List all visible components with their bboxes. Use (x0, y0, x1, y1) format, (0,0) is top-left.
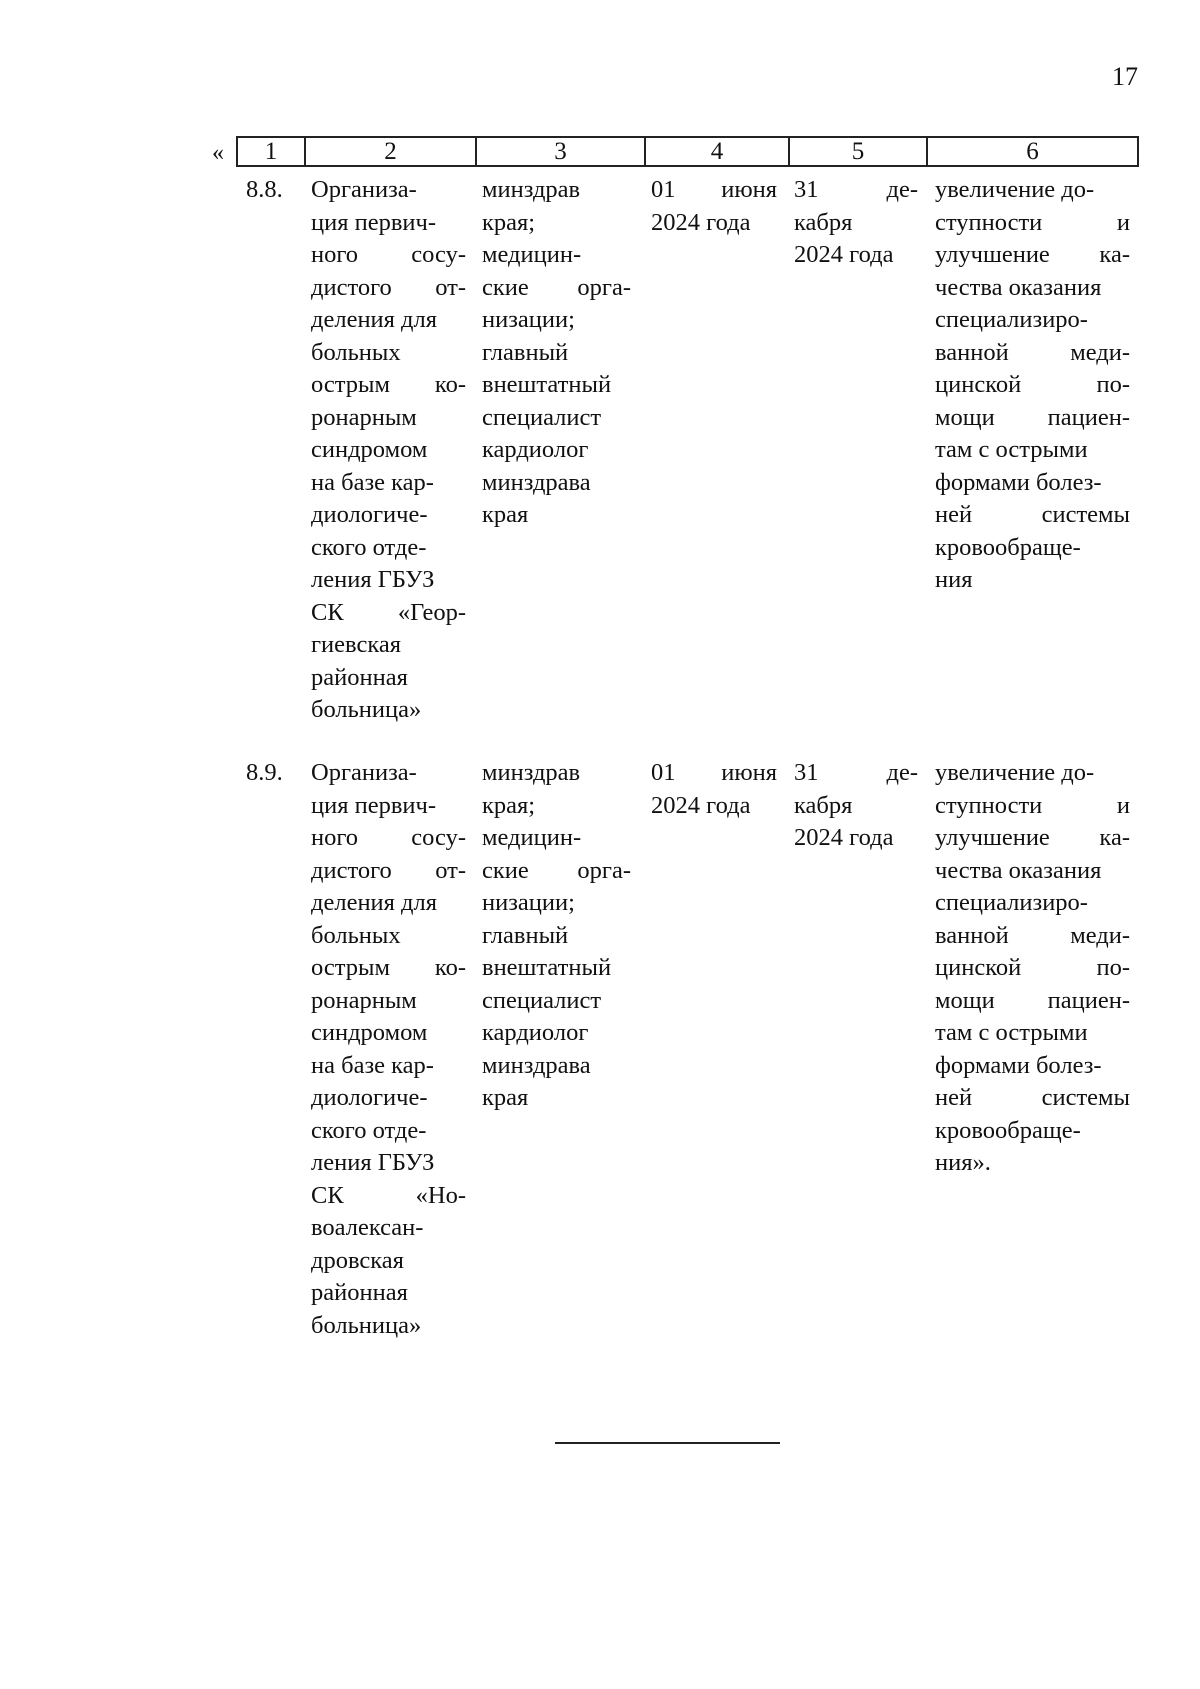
cell-line: 2024 года (651, 208, 751, 236)
cell-line (311, 822, 466, 855)
cell-word: «Но- (415, 1181, 466, 1209)
table-header-row (236, 136, 1139, 167)
cell-line: Организа- (311, 176, 417, 203)
measure-cell (311, 757, 466, 1342)
responsible-cell (482, 757, 631, 1115)
cell-line: кровообраще- (935, 533, 1081, 561)
row-number (246, 174, 302, 207)
row-number (246, 757, 302, 790)
cell-word: острым (311, 954, 390, 981)
cell-word: орга- (577, 273, 631, 301)
cell-word: дистого (311, 856, 392, 884)
cell-word: и (1116, 791, 1130, 819)
cell-line: больных (311, 338, 401, 366)
cell-word: от- (435, 856, 466, 884)
cell-line: чества оказания (935, 273, 1102, 301)
cell-line (311, 239, 466, 272)
cell-line: специалист (482, 986, 602, 1014)
cell-line: 8.8. (246, 176, 283, 203)
cell-line (311, 369, 466, 402)
open-quote: « (212, 140, 224, 166)
cell-word: острым (311, 371, 390, 398)
cell-word: по- (1096, 371, 1130, 398)
cell-word: пациен- (1047, 403, 1130, 431)
cell-line: районная (311, 663, 408, 691)
header-cell-5: 5 (788, 138, 926, 165)
cell-line: деления для (311, 889, 438, 916)
cell-line: синдромом (311, 1019, 428, 1046)
cell-line: диологиче- (311, 1084, 428, 1111)
cell-word: цинской (935, 954, 1022, 981)
cell-word: ступности (935, 208, 1043, 236)
result-cell (935, 757, 1130, 1180)
cell-line: ронарным (311, 986, 417, 1014)
cell-line (311, 272, 466, 305)
cell-line (794, 174, 918, 207)
cell-line: кардиолог (482, 1019, 589, 1046)
cell-line: медицин- (482, 241, 582, 268)
cell-line: больница» (311, 696, 422, 723)
cell-word: пациен- (1047, 986, 1130, 1014)
cell-line: кровообраще- (935, 1116, 1081, 1144)
cell-line: гиевская (311, 631, 402, 658)
cell-word: 01 (651, 759, 676, 786)
cell-word: ступности (935, 791, 1043, 819)
cell-word: системы (1041, 1084, 1130, 1111)
cell-line: формами болез- (935, 1051, 1102, 1079)
start-date-cell (651, 174, 777, 239)
cell-line: ния». (935, 1149, 991, 1176)
cell-word: 01 (651, 176, 676, 203)
cell-line: на базе кар- (311, 468, 434, 496)
cell-line: специализиро- (935, 306, 1088, 333)
cell-line: края (482, 1084, 529, 1111)
cell-word: от- (435, 273, 466, 301)
cell-line: края; (482, 208, 536, 236)
cell-line (935, 1082, 1130, 1115)
header-cell-1: 1 (264, 138, 278, 165)
cell-line: дровская (311, 1246, 404, 1274)
cell-line: медицин- (482, 824, 582, 851)
cell-word: дистого (311, 273, 392, 301)
cell-word: меди- (1070, 921, 1130, 949)
cell-line: увеличение до- (935, 759, 1095, 786)
end-date-cell (794, 757, 918, 855)
result-cell (935, 174, 1130, 597)
cell-line (935, 790, 1130, 823)
cell-word: ко- (434, 954, 466, 981)
cell-line: 2024 года (794, 241, 894, 268)
cell-word: ские (482, 273, 529, 301)
cell-word: ного (311, 824, 359, 851)
cell-word: и (1116, 208, 1130, 236)
cell-word: СК (311, 1181, 344, 1209)
cell-line: главный (482, 338, 569, 366)
cell-line: минздрава (482, 1051, 591, 1079)
cell-line: там с острыми (935, 1019, 1088, 1046)
cell-line: ского отде- (311, 533, 427, 561)
cell-word: системы (1041, 501, 1130, 528)
cell-line: чества оказания (935, 856, 1102, 884)
cell-line: края (482, 501, 529, 528)
cell-line: специалист (482, 403, 602, 431)
cell-line (935, 920, 1130, 953)
cell-word: ванной (935, 921, 1009, 949)
header-cell-3: 3 (475, 138, 644, 165)
cell-line (651, 174, 777, 207)
cell-line: формами болез- (935, 468, 1102, 496)
bottom-rule (555, 1442, 780, 1444)
page-number: 17 (1112, 62, 1138, 91)
measure-cell (311, 174, 466, 727)
cell-line: ронарным (311, 403, 417, 431)
cell-word: сосу- (411, 824, 466, 851)
cell-line: ния (935, 566, 973, 593)
cell-line (935, 822, 1130, 855)
cell-word: улучшение (935, 241, 1050, 268)
cell-line: специализиро- (935, 889, 1088, 916)
cell-word: орга- (577, 856, 631, 884)
cell-word: мощи (935, 986, 995, 1014)
cell-line: низации; (482, 306, 575, 333)
cell-word: меди- (1070, 338, 1130, 366)
cell-line: на базе кар- (311, 1051, 434, 1079)
cell-word: улучшение (935, 824, 1050, 851)
cell-line (935, 207, 1130, 240)
header-cell-4: 4 (644, 138, 788, 165)
cell-line (794, 757, 918, 790)
cell-line: больница» (311, 1311, 422, 1339)
cell-line: ского отде- (311, 1116, 427, 1144)
cell-word: СК (311, 598, 344, 626)
cell-word: 31 (794, 759, 819, 786)
cell-line: Организа- (311, 759, 417, 786)
cell-word: июня (721, 176, 777, 203)
cell-word: ного (311, 241, 359, 268)
cell-line (311, 855, 466, 888)
cell-line: 2024 года (794, 824, 894, 851)
cell-word: ней (935, 501, 973, 528)
cell-line: главный (482, 921, 569, 949)
cell-line: внештатный (482, 371, 612, 398)
cell-line (651, 757, 777, 790)
cell-line (482, 272, 631, 305)
cell-line: минздрав (482, 759, 581, 786)
cell-line (311, 597, 466, 630)
cell-line (935, 402, 1130, 435)
cell-word: июня (721, 759, 777, 786)
cell-word: ка- (1099, 241, 1130, 268)
cell-line: ция первич- (311, 208, 437, 236)
cell-line: ления ГБУЗ (311, 1149, 435, 1176)
responsible-cell (482, 174, 631, 532)
cell-word: цинской (935, 371, 1022, 398)
start-date-cell (651, 757, 777, 822)
cell-word: мощи (935, 403, 995, 431)
cell-line (482, 855, 631, 888)
cell-word: ванной (935, 338, 1009, 366)
cell-line: районная (311, 1279, 408, 1306)
cell-line: ция первич- (311, 791, 437, 819)
cell-line: больных (311, 921, 401, 949)
cell-word: 31 (794, 176, 819, 203)
cell-word: сосу- (411, 241, 466, 268)
cell-line: ления ГБУЗ (311, 566, 435, 593)
header-cell-2: 2 (304, 138, 475, 165)
cell-line: диологиче- (311, 501, 428, 528)
cell-word: ка- (1099, 824, 1130, 851)
cell-line (935, 952, 1130, 985)
cell-line (935, 337, 1130, 370)
cell-line: 2024 года (651, 791, 751, 819)
cell-line: там с острыми (935, 436, 1088, 463)
cell-line: кардиолог (482, 436, 589, 463)
cell-word: по- (1096, 954, 1130, 981)
end-date-cell (794, 174, 918, 272)
cell-line: кабря (794, 208, 853, 236)
cell-word: ко- (434, 371, 466, 398)
cell-line (935, 369, 1130, 402)
cell-word: де- (886, 176, 918, 203)
cell-line: увеличение до- (935, 176, 1095, 203)
cell-line: 8.9. (246, 759, 283, 786)
cell-line: кабря (794, 791, 853, 819)
cell-line: внештатный (482, 954, 612, 981)
cell-word: ней (935, 1084, 973, 1111)
cell-line (935, 985, 1130, 1018)
cell-line: низации; (482, 889, 575, 916)
cell-line: минздрав (482, 176, 581, 203)
cell-line (935, 239, 1130, 272)
cell-word: де- (886, 759, 918, 786)
cell-line (935, 499, 1130, 532)
cell-word: ские (482, 856, 529, 884)
cell-line: синдромом (311, 436, 428, 463)
cell-line (311, 952, 466, 985)
cell-line: деления для (311, 306, 438, 333)
cell-line: края; (482, 791, 536, 819)
cell-line: воалексан- (311, 1214, 424, 1241)
cell-line (311, 1180, 466, 1213)
cell-line: минздрава (482, 468, 591, 496)
header-cell-6: 6 (926, 138, 1137, 165)
cell-word: «Геор- (397, 598, 466, 626)
